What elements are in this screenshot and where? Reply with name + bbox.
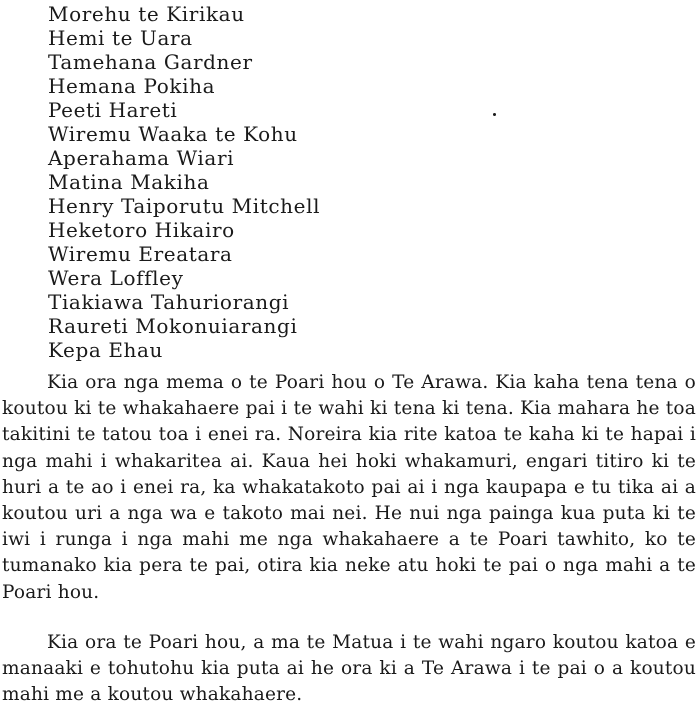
member-name: Wiremu Waaka te Kohu [48, 122, 298, 146]
member-name: Hemana Pokiha [48, 74, 216, 98]
member-name: Kepa Ehau [48, 338, 164, 362]
member-name: Wera Loffley [48, 266, 184, 290]
member-name: Raureti Mokonuiarangi [48, 314, 298, 338]
member-name: Peeti Hareti [48, 98, 178, 122]
member-name: Aperahama Wiari [48, 146, 235, 170]
member-name: Henry Taiporutu Mitchell [48, 194, 321, 218]
closing-paragraph: Kia ora te Poari hou, a ma te Matua i te wahi ngaro koutou katoa e manaaki e tohutohu kia puta ai he ora ki a Te Arawa i te pai o a koutou mahi me a koutou whakahaere. [2, 632, 696, 706]
member-name: Tiakiawa Tahuriorangi [48, 290, 290, 314]
member-name: Wiremu Ereatara [48, 242, 233, 266]
member-name: Tamehana Gardner [48, 50, 253, 74]
member-name: Morehu te Kirikau [48, 2, 245, 26]
member-name: Matina Makiha [48, 170, 210, 194]
body-paragraph: Kia ora nga mema o te Poari hou o Te Arawa. Kia kaha tena tena o koutou ki te whakahaere pai i te wahi ki tena ki tena. Kia mahara he toa takitini te tatou toa i enei ra. Noreira kia rite katoa te kaha ki te hapai i nga mahi i whakaritea ai. Kaua hei hoki whakamuri, engari titiro ki te huri a te ao i enei ra, ka whakatakoto pai ai i nga kaupapa e tu tika ai a koutou uri a nga wa e takoto mai nei. He nui nga painga kua puta ki te iwi i runga i nga mahi me nga whakahaere a te Poari tawhito, ko te tumanako kia pera te pai, otira kia neke atu hoki te pai o nga mahi a te Poari hou. [2, 372, 696, 603]
member-name-list [48, 2, 320, 362]
print-speck [493, 113, 496, 116]
member-name: Hemi te Uara [48, 26, 193, 50]
member-name: Heketoro Hikairo [48, 218, 235, 242]
